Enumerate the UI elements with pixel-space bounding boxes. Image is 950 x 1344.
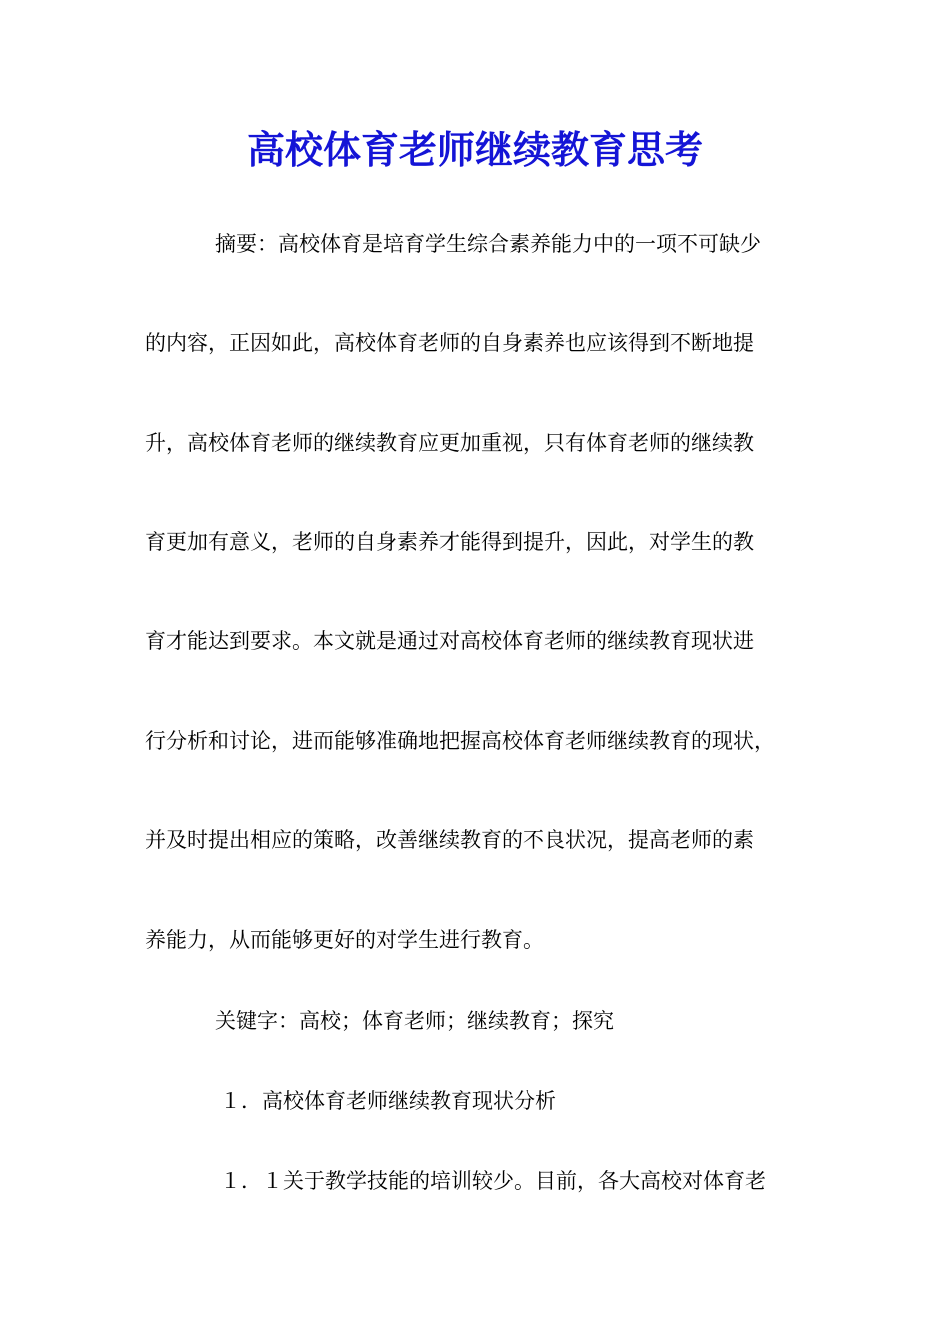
abstract-line-3: 升，高校体育老师的继续教育应更加重视，只有体育老师的继续教 [145, 431, 754, 455]
abstract-line-5: 育才能达到要求。本文就是通过对高校体育老师的继续教育现状进 [145, 629, 754, 653]
abstract-line-7: 并及时提出相应的策略，改善继续教育的不良状况，提高老师的素 [145, 828, 754, 852]
abstract-line-4: 育更加有意义，老师的自身素养才能得到提升，因此，对学生的教 [145, 530, 754, 554]
document-title: 高校体育老师继续教育思考 [246, 127, 703, 172]
abstract-line-2: 的内容，正因如此，高校体育老师的自身素养也应该得到不断地提 [145, 331, 754, 355]
abstract-line-8: 养能力，从而能够更好的对学生进行教育。 [145, 928, 544, 952]
abstract-line-1: 摘要：高校体育是培育学生综合素养能力中的一项不可缺少 [215, 232, 761, 256]
keywords-line: 关键字：高校；体育老师；继续教育；探究 [215, 1009, 614, 1033]
section-heading: １．高校体育老师继续教育现状分析 [220, 1089, 556, 1113]
subsection-line: １．１关于教学技能的培训较少。目前，各大高校对体育老 [220, 1169, 766, 1193]
abstract-line-6: 行分析和讨论，进而能够准确地把握高校体育老师继续教育的现状， [145, 729, 775, 753]
